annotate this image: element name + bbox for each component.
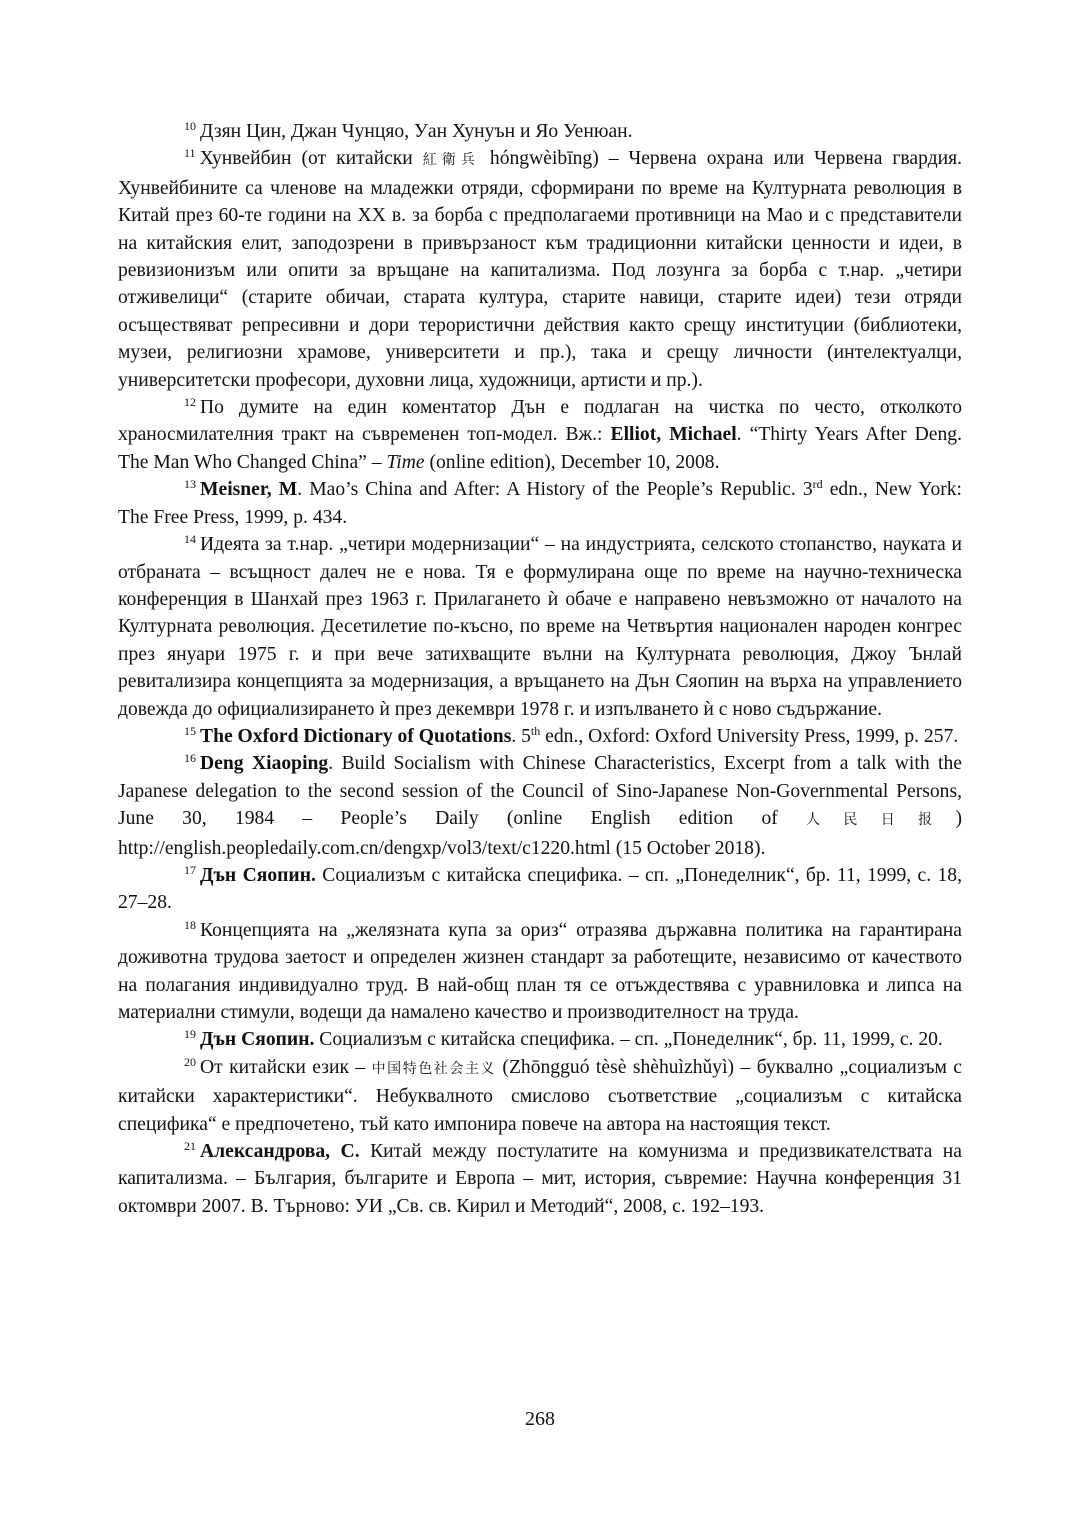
footnote-number: 21 (184, 1139, 196, 1154)
footnote-number: 11 (184, 146, 196, 161)
footnote-18 (118, 917, 962, 1027)
footnote-text: (online edition), December 10, 2008. (424, 451, 720, 473)
footnote-text: edn., Oxford: Oxford University Press, 1999, p. 257. (540, 725, 959, 747)
footnote-text: hóngwèibīng) – Червена охрана или Червена гвардия. Хунвейбините са членове на младежки отряди, сформирани по време на Културната революция в Китай през 60-те години на ХХ в. за борба с предполагаеми противници на Мао и с представители на китайския елит, заподозрени в привързаност към традиционни китайски ценности и идеи, в ревизионизъм или опити за връщане на капитализма. Под лозунга за борба с т.нар. „четири отживелици“ (старите обичаи, старата култура, старите навици, старите идеи) тези отряди осъществяват репресивни и дори терористични действия както срещу институции (библиотеки, музеи, религиозни храмове, университети и пр.), така и срещу личности (интелектуалци, университетски професори, духовни лица, художници, артисти и пр.). (118, 148, 962, 391)
page-number: 268 (525, 1408, 555, 1430)
footnote-text: Концепцията на „желязната купа за ориз“ отразява държавна политика на гарантирана доживотна трудова заетост и определен жизнен стандарт за работещите, независимо от качеството на полагания индивидуално труд. В най-общ план тя се отъждествява с уравниловка и липса на материални стимули, водещи да намалено качество и производителност на труда. (118, 919, 962, 1023)
chinese-characters: 中国特色社会主义 (371, 1060, 496, 1077)
footnote-10 (118, 118, 962, 145)
footnote-20 (118, 1054, 962, 1138)
footnote-text: . Mao’s China and After: A History of the People’s Republic. 3 (297, 479, 813, 501)
footnote-number: 10 (184, 119, 196, 133)
footnote-17 (118, 862, 962, 917)
ordinal-suffix: rd (812, 477, 823, 492)
author-name: Александрова, С. (200, 1141, 360, 1163)
footnote-11 (118, 145, 962, 394)
footnote-number: 16 (184, 751, 196, 766)
footnote-number: 18 (184, 917, 196, 932)
footnote-text: . Build Socialism with Chinese Characteristics, Excerpt from a talk with the Japanese delegation to the second session of the Council of Sino-Japanese Non-Governmental Persons, June 30, 1984 – People’s Daily (online English edition of (118, 753, 962, 830)
footnote-number: 12 (184, 395, 196, 410)
footnote-12 (118, 394, 962, 476)
author-name: Elliot, Michael (610, 424, 737, 446)
author-name: Meisner, M (200, 479, 298, 501)
author-name: Дън Сяопин. (200, 1029, 315, 1051)
footnote-text: По думите на един коментатор Дън е подлаган на чистка по често, отколкото храносмилателния тракт на съвременен топ-модел. Вж.: (118, 397, 962, 446)
chinese-characters: 紅衛兵 (422, 152, 480, 169)
footnote-number: 19 (184, 1027, 196, 1042)
footnote-text: edn., New York: The Free Press, 1999, p. 434. (118, 479, 963, 528)
footnote-text: Социализъм с китайска специфика. – сп. „Понеделник“, бр. 11, 1999, с. 18, 27–28. (118, 864, 963, 914)
footnote-text: ) http://english.peopledaily.com.cn/dengxp/vol3/text/c1220.html (15 October 2018). (118, 808, 963, 859)
book-title: The Oxford Dictionary of Quotations (200, 725, 512, 747)
chinese-characters: 人民日报 (806, 812, 956, 829)
footnote-text: Идеята за т.нар. „четири модернизации“ – на индустрията, селското стопанство, науката и отбраната – всъщност далеч не е нова. Тя е формулирана още по време на научно-техническа конференция в Шанхай през 1963 г. Прилагането ѝ обаче е направено невъзможно от началото на Културната революция. Десетилетие по-късно, по време на Четвъртия национален народен конгрес през януари 1975 г. и при вече затихващите вълни на Културната революция, Джоу Ънлай ревитализира концепцията за модернизация, а връщането на Дън Сяопин на върха на управлението довежда до официализирането ѝ през декември 1978 г. и изпълването ѝ с ново съдържание. (118, 534, 962, 720)
footnote-21 (118, 1138, 962, 1220)
footnote-number: 14 (184, 532, 196, 547)
author-name: Дън Сяопин. (200, 864, 316, 886)
footnote-text: . 5 (511, 725, 531, 747)
footnote-text: Хунвейбин (от китайски (199, 148, 423, 170)
footnote-19 (118, 1026, 962, 1053)
footnote-14 (118, 531, 962, 723)
footnote-text: От китайски език – (200, 1056, 372, 1078)
ordinal-suffix: th (530, 723, 541, 738)
footnote-text: . “Thirty Years After Deng. The Man Who Changed China” – (118, 424, 962, 473)
footnote-text: (Zhōngguó tèsè shèhuìzhǔyì) – буквално „социализъм с китайски характеристики“. Небуквалното смислово съответствие „социализъм с китайска специфика“ е предпочетено, тъй като импонира повече на автора на настоящия текст. (118, 1056, 962, 1135)
footnote-16 (118, 750, 962, 862)
footnotes-block (118, 118, 962, 1220)
footnote-13 (118, 476, 962, 531)
footnote-number: 13 (184, 477, 196, 492)
publication-title: Time (386, 451, 425, 473)
footnote-number: 20 (184, 1054, 196, 1069)
footnote-number: 17 (184, 862, 196, 877)
footnote-text: Дзян Цин, Джан Чунцяо, Уан Хунуън и Яо Уенюан. (200, 121, 633, 142)
footnote-text: Социализъм с китайска специфика. – сп. „Понеделник“, бр. 11, 1999, с. 20. (314, 1029, 943, 1051)
footnote-text: Китай между постулатите на комунизма и предизвикателствата на капитализма. – България, българите и Европа – мит, история, съвремие: Научна конференция 31 октомври 2007. В. Търново: УИ „Св. св. Кирил и Методий“, 2008, с. 192–193. (118, 1141, 962, 1217)
footnote-15 (118, 723, 962, 750)
footnote-number: 15 (184, 723, 196, 738)
author-name: Deng Xiaoping (200, 753, 329, 775)
